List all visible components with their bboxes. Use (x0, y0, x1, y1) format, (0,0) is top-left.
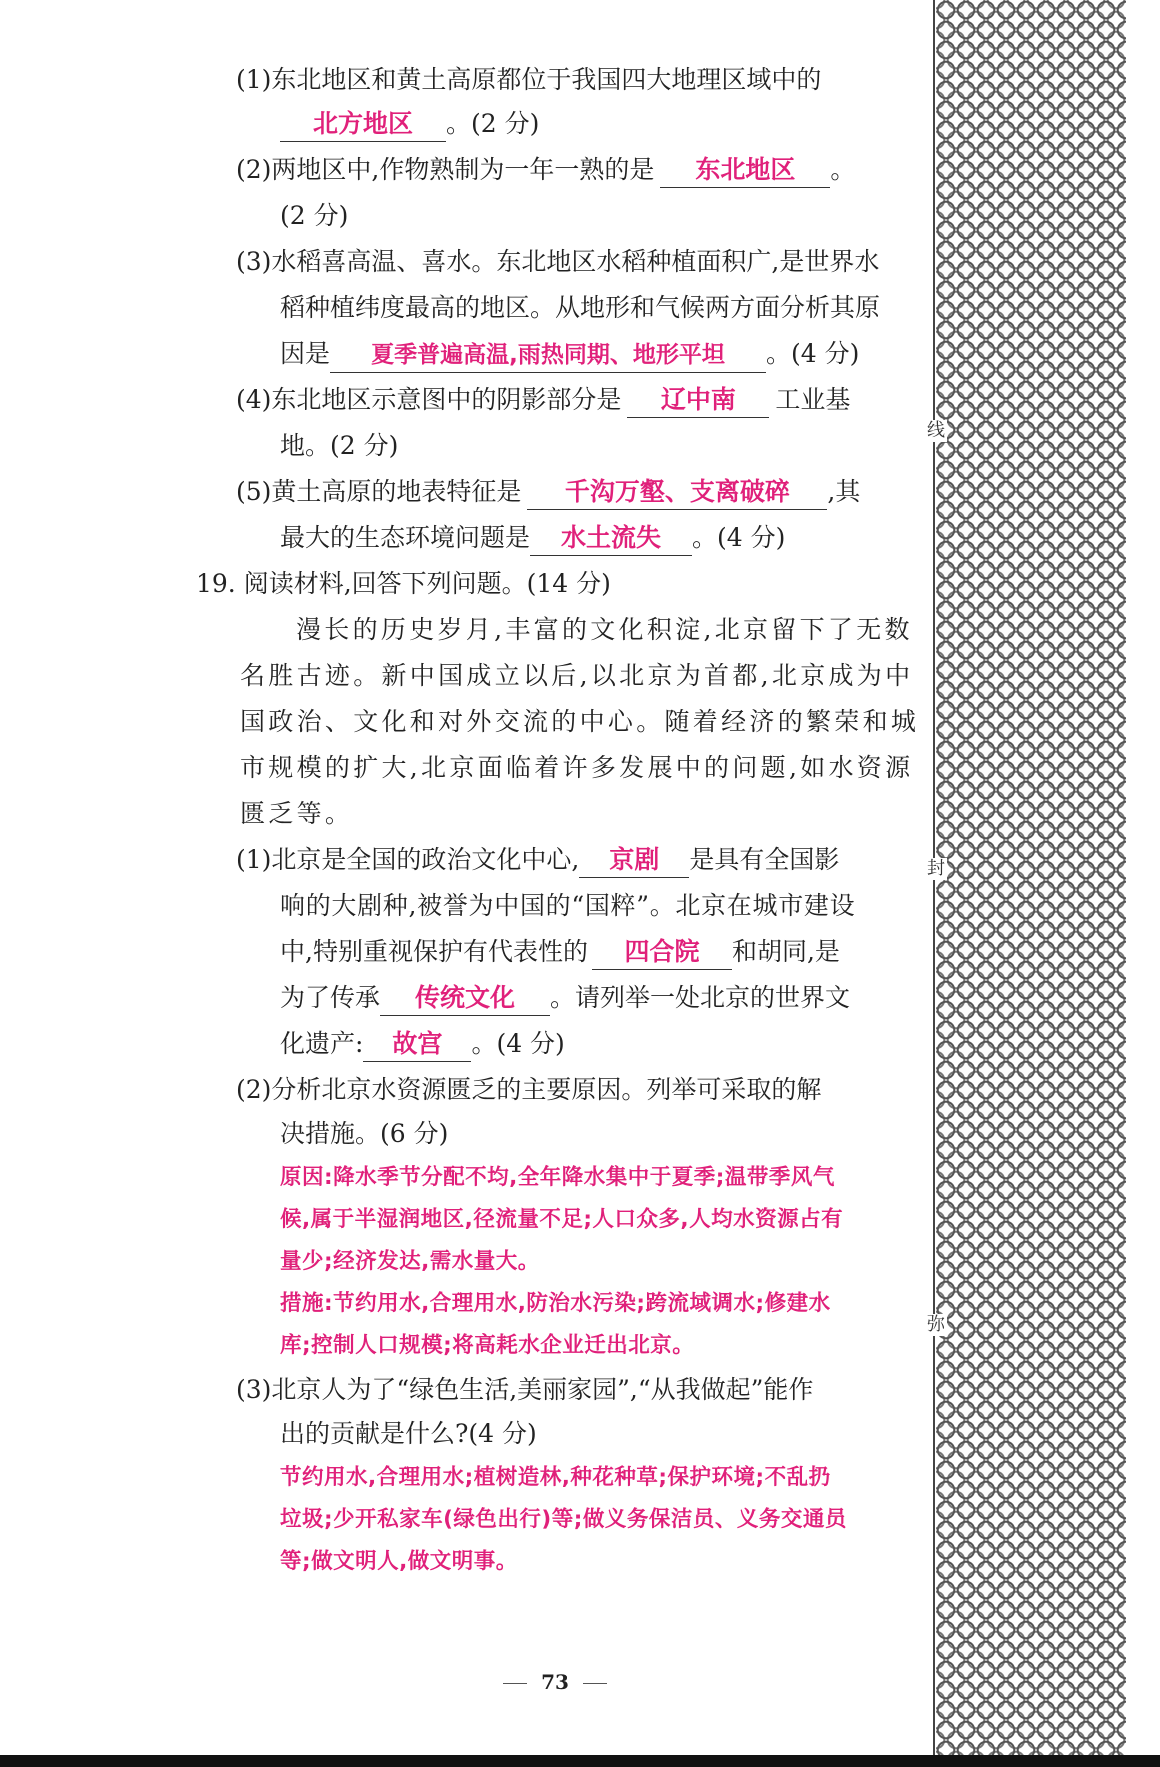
q18-part4-line1 (236, 380, 850, 420)
punctuation: 。 (830, 155, 856, 184)
q19-material-line: 国政治、文化和对外交流的中心。随着经济的繁荣和城 (240, 707, 920, 736)
binding-mark-xian: 线 (927, 420, 945, 441)
answer-text-line: 原因:降水季节分配不均,全年降水集中于夏季;温带季风气 (280, 1165, 835, 1190)
q19-p1-text: 是具有全国影 (689, 845, 840, 874)
answer-text-line: 库;控制人口规模;将高耗水企业迁出北京。 (280, 1333, 695, 1358)
answer-blank: 京剧 (579, 843, 689, 878)
q18-p2-text: (2)两地区中,作物熟制为一年一熟的是 (236, 155, 655, 184)
score-text: 地。(2 分) (280, 431, 399, 460)
answer-text-line: 候,属于半湿润地区,径流量不足;人口众多,人均水资源占有 (280, 1207, 844, 1232)
bottom-edge-bar (0, 1755, 1160, 1767)
q19-p1-text: 为了传承 (280, 983, 381, 1012)
answer-blank: 千沟万壑、支离破碎 (527, 475, 827, 510)
q18-p3-text: 因是 (280, 339, 331, 368)
q18-part2-line2 (280, 196, 348, 236)
q19-part1-line1 (236, 840, 839, 880)
q18-p4-text: (4)东北地区示意图中的阴影部分是 (236, 385, 622, 414)
q19-p1-text: 化遗产: (280, 1029, 364, 1058)
dash-left (503, 1683, 527, 1684)
q18-p3-text: 稻种植纬度最高的地区。从地形和气候两方面分析其原 (280, 293, 881, 322)
dash-right (583, 1683, 607, 1684)
q19-material-line: 市规模的扩大,北京面临着许多发展中的问题,如水资源 (240, 753, 914, 782)
q18-p4-text: 工业基 (775, 385, 851, 414)
q19-part1-line2 (280, 886, 855, 926)
q18-p5-text: ,其 (827, 477, 861, 506)
q18-part4-line2 (280, 426, 398, 466)
q19-material-line: 漫长的历史岁月,丰富的文化积淀,北京留下了无数 (296, 615, 913, 644)
answer-text-line: 等;做文明人,做文明事。 (280, 1549, 518, 1574)
q18-part1-line2 (280, 104, 539, 144)
answer-blank: 辽中南 (627, 383, 769, 418)
score-text: 。(4 分) (766, 339, 860, 368)
answer-blank: 传统文化 (380, 981, 550, 1016)
q19-title: 19. 阅读材料,回答下列问题。(14 分) (196, 569, 611, 598)
q19-p1-text: 中,特别重视保护有代表性的 (280, 937, 588, 966)
q18-p3-text: (3)水稻喜高温、喜水。东北地区水稻种植面积广,是世界水 (236, 247, 880, 276)
answer-text-line: 措施:节约用水,合理用水,防治水污染;跨流域调水;修建水 (280, 1291, 831, 1316)
q19-part2-line1: (2)分析北京水资源匮乏的主要原因。列举可采取的解 (236, 1075, 822, 1104)
q18-p5-text: 最大的生态环境问题是 (280, 523, 531, 552)
q19-part3-line1: (3)北京人为了“绿色生活,美丽家园”,“从我做起”能作 (236, 1375, 814, 1404)
q19-p1-text: (1)北京是全国的政治文化中心, (236, 845, 580, 874)
score-text: 。(4 分) (471, 1029, 565, 1058)
answer-text-line: 节约用水,合理用水;植树造林,种花种草;保护环境;不乱扔 (280, 1465, 831, 1490)
answer-text-line: 垃圾;少开私家车(绿色出行)等;做义务保洁员、义务交通员 (280, 1507, 847, 1532)
q18-part5-line1 (236, 472, 860, 512)
answer-blank: 四合院 (592, 935, 732, 970)
score-text: 。(4 分) (692, 523, 786, 552)
q19-part1-line4 (280, 978, 850, 1018)
q19-part3-line2: 出的贡献是什么?(4 分) (280, 1419, 537, 1448)
binding-mark-feng: 封 (927, 858, 945, 879)
q19-part1-line5 (280, 1024, 565, 1064)
binding-mark-mi: 弥 (927, 1314, 945, 1335)
q19-part1-line3 (280, 932, 840, 972)
q19-material-line: 名胜古迹。新中国成立以后,以北京为首都,北京成为中 (240, 661, 914, 690)
answer-blank: 北方地区 (280, 107, 446, 142)
q18-p1-text: (1)东北地区和黄土高原都位于我国四大地理区域中的 (236, 65, 822, 94)
answer-blank: 故宫 (363, 1027, 471, 1062)
q19-p1-text: 。请列举一处北京的世界文 (550, 983, 851, 1012)
answer-blank: 水土流失 (530, 521, 692, 556)
page-number-text: 73 (541, 1670, 569, 1694)
answer-blank: 东北地区 (660, 153, 830, 188)
q19-material-line: 匮乏等。 (240, 799, 354, 828)
answer-blank: 夏季普遍高温,雨热同期、地形平坦 (330, 338, 766, 373)
q18-part3-line2 (280, 288, 880, 328)
q18-part1-line1 (236, 60, 821, 100)
q19-p1-text: 响的大剧种,被誉为中国的“国粹”。北京在城市建设 (280, 891, 856, 920)
q18-part3-line3 (280, 334, 859, 374)
q19-part2-line2: 决措施。(6 分) (280, 1119, 449, 1148)
decorative-binding-pattern (936, 0, 1126, 1755)
answer-text-line: 量少;经济发达,需水量大。 (280, 1249, 540, 1274)
q18-p5-text: (5)黄土高原的地表特征是 (236, 477, 522, 506)
q18-part2-line1 (236, 150, 855, 190)
q18-part5-line2 (280, 518, 785, 558)
score-text: 。(2 分) (446, 109, 540, 138)
score-text: (2 分) (280, 201, 349, 230)
q18-part3-line1 (236, 242, 879, 282)
q19-p1-text: 和胡同,是 (731, 937, 840, 966)
